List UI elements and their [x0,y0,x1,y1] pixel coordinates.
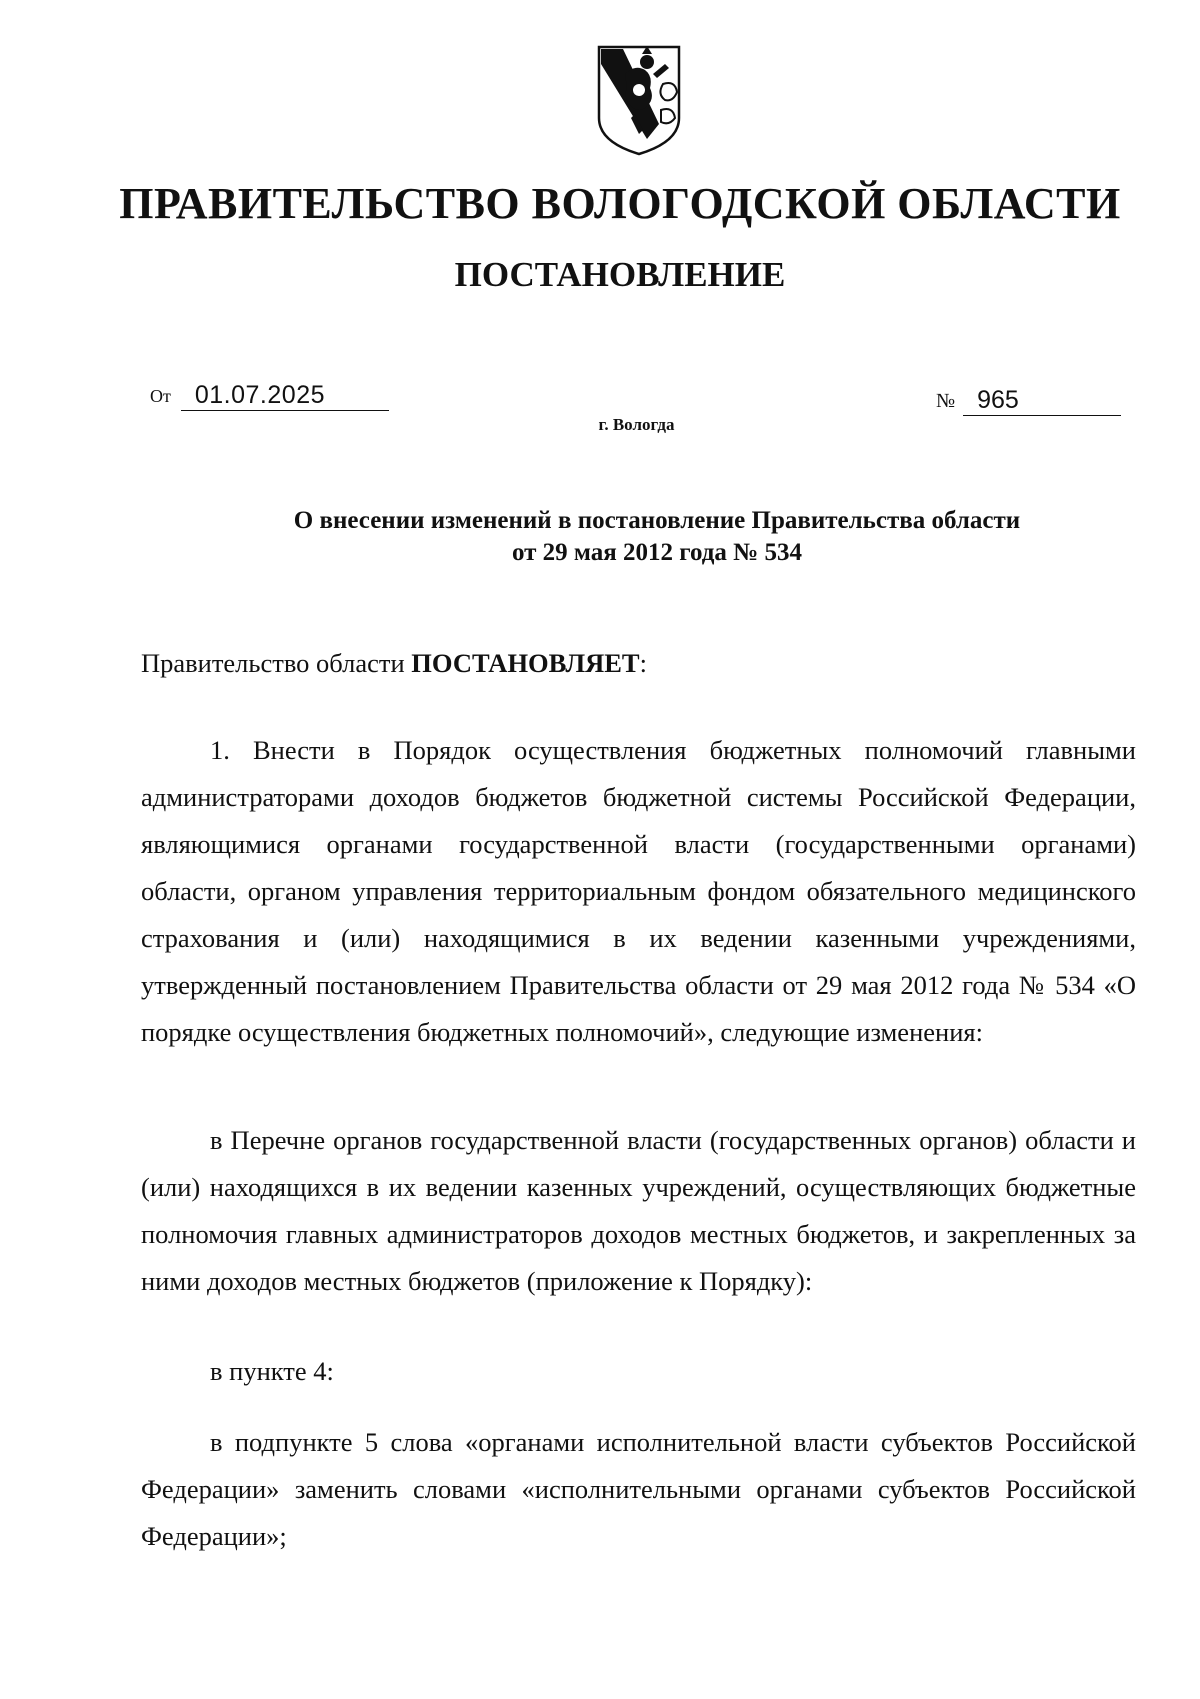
number-field [936,385,1121,416]
paragraph-4 [141,1419,1136,1560]
document-type: ПОСТАНОВЛЕНИЕ [454,255,786,294]
paragraph-2 [141,1117,1136,1305]
subject-line-2: от 29 мая 2012 года № 534 [511,539,803,566]
intro-normal: Правительство области [141,648,412,678]
paragraph-4-text: в подпункте 5 слова «органами исполнительной власти субъектов Российской Федерации» заменить словами «исполнительными органами субъектов Российской Федерации»; [141,1427,1136,1551]
date-prefix: От [150,386,171,406]
paragraph-3-text: в пункте 4: [210,1356,334,1386]
number-prefix: № [936,390,956,412]
paragraph-1-text: 1. Внести в Порядок осуществления бюджетных полномочий главными администраторами доходов бюджетов бюджетной системы Российской Федерации, являющимися органами государственной власти (государственными органами) области, органом управления территориальным фондом обязательного медицинского страхования и (или) находящимися в их ведении казенными учреждениями, утвержденный постановлением Правительства области от 29 мая 2012 года № 534 «О порядке осуществления бюджетных полномочий», следующие изменения: [141,735,1136,1047]
intro-bold: ПОСТАНОВЛЯЕТ [411,648,640,678]
paragraph-3 [141,1348,1136,1395]
intro-tail: : [639,648,647,678]
subject-line-1: О внесении изменений в постановление Правительства области [293,507,1021,534]
paragraph-2-text: в Перечне органов государственной власти (государственных органов) области и (или) находящихся в их ведении казенных учреждений, осуществляющих бюджетные полномочия главных администраторов доходов местных бюджетов, и закрепленных за ними доходов местных бюджетов (приложение к Порядку): [141,1125,1136,1296]
organization-title: ПРАВИТЕЛЬСТВО ВОЛОГОДСКОЙ ОБЛАСТИ [119,179,1121,228]
document-number: 965 [963,385,1121,416]
city-label: г. Вологда [598,415,675,434]
document-subject [150,505,1152,569]
intro-sentence [141,640,1136,687]
date-field [150,380,389,411]
vologda-coat-of-arms-icon [595,44,683,156]
paragraph-1 [141,727,1136,1056]
document-date: 01.07.2025 [181,380,389,411]
